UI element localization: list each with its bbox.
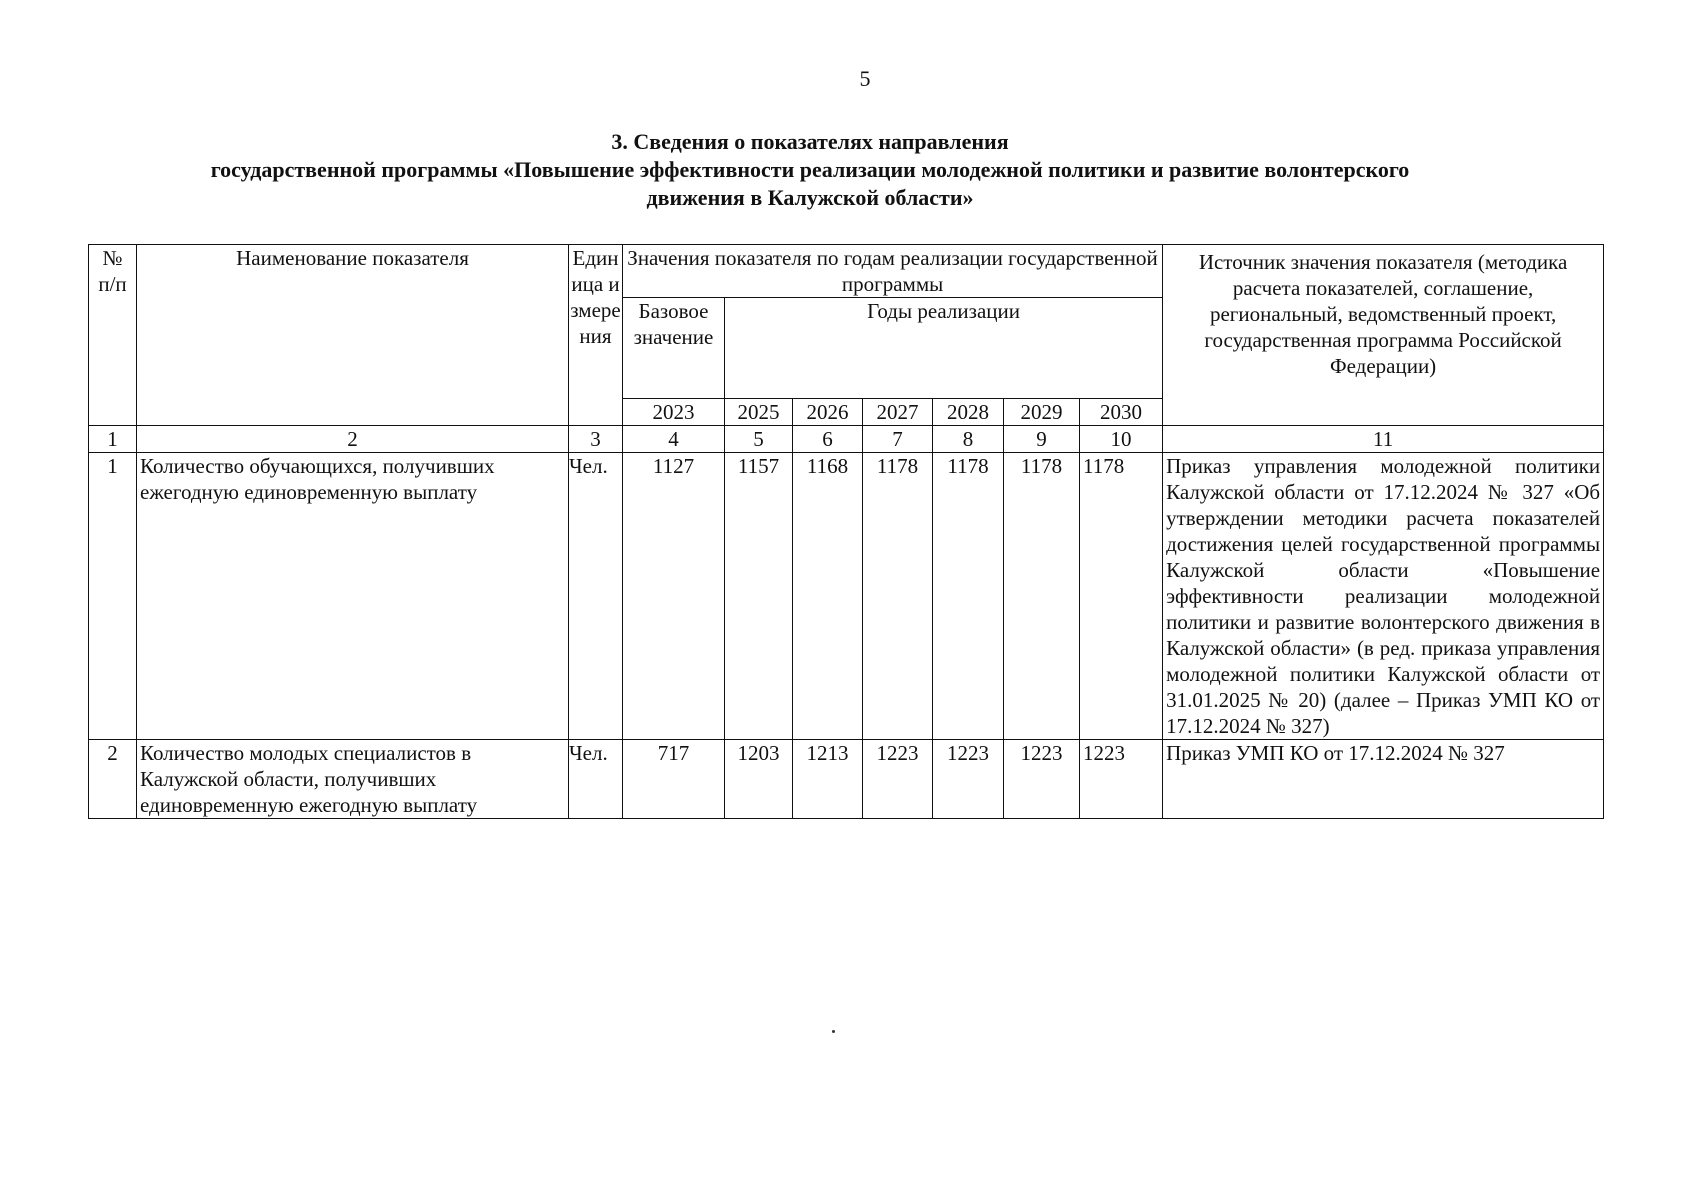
header-year: 2030	[1080, 399, 1163, 426]
header-year: 2027	[863, 399, 933, 426]
year-value: 1223	[1004, 740, 1080, 819]
column-number: 6	[793, 426, 863, 453]
header-name: Наименование показателя	[137, 245, 569, 426]
header-base-year: 2023	[623, 399, 725, 426]
column-number: 3	[569, 426, 623, 453]
header-years-group: Годы реализации	[725, 298, 1163, 399]
title-line-1: 3. Сведения о показателях направления	[611, 129, 1009, 154]
column-number: 7	[863, 426, 933, 453]
base-value: 1127	[623, 453, 725, 740]
year-value: 1168	[793, 453, 863, 740]
year-value: 1178	[1004, 453, 1080, 740]
year-value: 1178	[863, 453, 933, 740]
year-value: 1157	[725, 453, 793, 740]
column-number: 9	[1004, 426, 1080, 453]
year-value: 1178	[1080, 453, 1163, 740]
column-number: 5	[725, 426, 793, 453]
year-value: 1213	[793, 740, 863, 819]
header-values-group: Значения показателя по годам реализации государственной программы	[623, 245, 1163, 298]
header-source: Источник значения показателя (методика расчета показателей, соглашение, региональный, ведомственный проект, государственная программа Российской Федерации)	[1163, 245, 1604, 426]
indicators-table	[88, 244, 1604, 819]
header-base-value: Базовое значение	[623, 298, 725, 399]
page-number: 5	[859, 66, 871, 91]
table-row	[89, 740, 1604, 819]
column-number: 1	[89, 426, 137, 453]
indicator-unit: Чел.	[569, 740, 623, 819]
year-value: 1223	[1080, 740, 1163, 819]
table-row	[89, 453, 1604, 740]
header-number: № п/п	[89, 245, 137, 426]
header-year: 2028	[933, 399, 1004, 426]
year-value: 1223	[863, 740, 933, 819]
column-number: 11	[1163, 426, 1604, 453]
column-number: 10	[1080, 426, 1163, 453]
year-value: 1178	[933, 453, 1004, 740]
year-value: 1223	[933, 740, 1004, 819]
header-unit: Единица измерения	[569, 245, 623, 426]
header-year: 2025	[725, 399, 793, 426]
row-number: 1	[89, 453, 137, 740]
indicator-name: Количество обучающихся, получивших ежегодную единовременную выплату	[137, 453, 569, 740]
column-number: 8	[933, 426, 1004, 453]
title-line-3: движения в Калужской области»	[646, 185, 974, 210]
base-value: 717	[623, 740, 725, 819]
title-line-2: государственной программы «Повышение эффективности реализации молодежной политики и развитие волонтерского	[210, 157, 1410, 182]
scan-speck	[832, 1030, 835, 1033]
header-year: 2029	[1004, 399, 1080, 426]
column-number-row	[89, 426, 1604, 453]
indicator-source: Приказ управления молодежной политики Калужской области от 17.12.2024 № 327 «Об утверждении методики расчета показателей достижения целей государственной программы Калужской области «Повышение эффективности реализации молодежной политики и развитие волонтерского движения в Калужской области» (в ред. приказа управления молодежной политики Калужской области от 31.01.2025 № 20) (далее – Приказ УМП КО от 17.12.2024 № 327)	[1163, 453, 1604, 740]
indicator-unit: Чел.	[569, 453, 623, 740]
section-title	[120, 128, 1500, 212]
row-number: 2	[89, 740, 137, 819]
year-value: 1203	[725, 740, 793, 819]
header-year: 2026	[793, 399, 863, 426]
indicator-name: Количество молодых специалистов в Калужской области, получивших единовременную ежегодную выплату	[137, 740, 569, 819]
column-number: 4	[623, 426, 725, 453]
column-number: 2	[137, 426, 569, 453]
indicator-source: Приказ УМП КО от 17.12.2024 № 327	[1163, 740, 1604, 819]
